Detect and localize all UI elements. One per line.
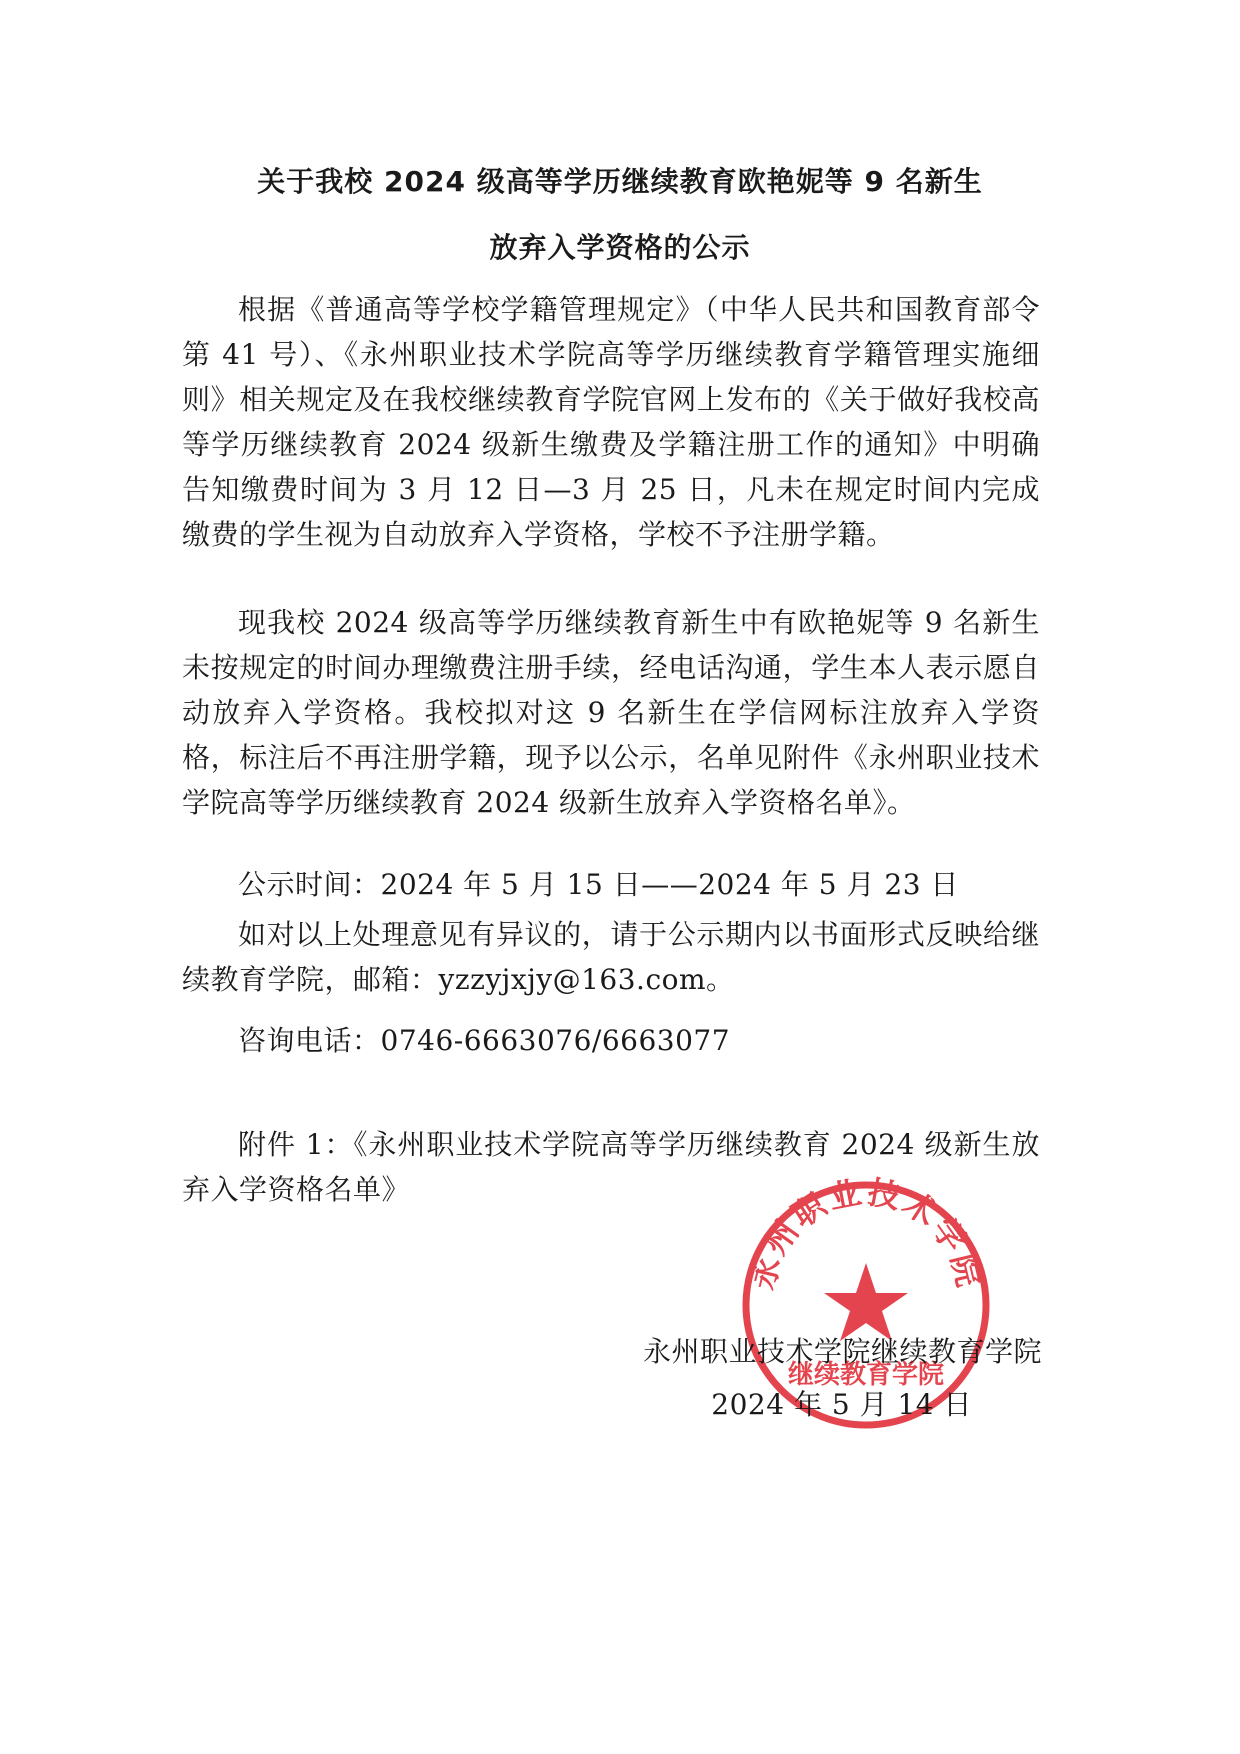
paragraph-students-text: 现我校 2024 级高等学历继续教育新生中有欧艳妮等 9 名新生未按规定的时间办理缴费注册手续，经电话沟通，学生本人表示愿自动放弃入学资格。我校拟对这 9 名新生在学信网标注放弃入学资格，标注后不再注册学籍，现予以公示，名单见附件《永州职业技术学院高等学历继续教育 2024 级新生放弃入学资格名单》。 xyxy=(182,606,1040,819)
paragraph-objection xyxy=(182,912,1040,1002)
paragraph-attachment-text: 附件 1：《永州职业技术学院高等学历继续教育 2024 级新生放弃入学资格名单》 xyxy=(182,1128,1040,1206)
paragraph-announcement-period-text: 公示时间：2024 年 5 月 15 日——2024 年 5 月 23 日 xyxy=(238,868,959,901)
seal-inner-text: 继续教育学院 xyxy=(787,1360,945,1390)
paragraph-regulations-text: 根据《普通高等学校学籍管理规定》（中华人民共和国教育部令第 41 号）、《永州职业技术学院高等学历继续教育学籍管理实施细则》相关规定及在我校继续教育学院官网上发布的《关于做好我校高等学历继续教育 2024 级新生缴费及学籍注册工作的通知》中明确告知缴费时间为 3 月 12 日—3 月 25 日，凡未在规定时间内完成缴费的学生视为自动放弃入学资格，学校不予注册学籍。 xyxy=(182,293,1040,551)
paragraph-students xyxy=(182,600,1040,825)
seal-outer-text: 永州职业技术学院 xyxy=(743,1175,989,1294)
document-title-line-2: 放弃入学资格的公示 xyxy=(489,231,751,264)
paragraph-objection-text: 如对以上处理意见有异议的，请于公示期内以书面形式反映给继续教育学院，邮箱：yzzyjxjy@163.com。 xyxy=(182,918,1040,996)
paragraph-phone xyxy=(182,1018,1040,1063)
paragraph-announcement-period xyxy=(182,862,1040,907)
paragraph-phone-text: 咨询电话：0746-6663076/6663077 xyxy=(238,1024,731,1057)
paragraph-regulations xyxy=(182,287,1040,557)
signature-organization: 永州职业技术学院继续教育学院 xyxy=(642,1335,1042,1368)
signature-date: 2024 年 5 月 14 日 xyxy=(711,1388,972,1421)
document-title-line-1: 关于我校 2024 级高等学历继续教育欧艳妮等 9 名新生 xyxy=(257,165,983,198)
